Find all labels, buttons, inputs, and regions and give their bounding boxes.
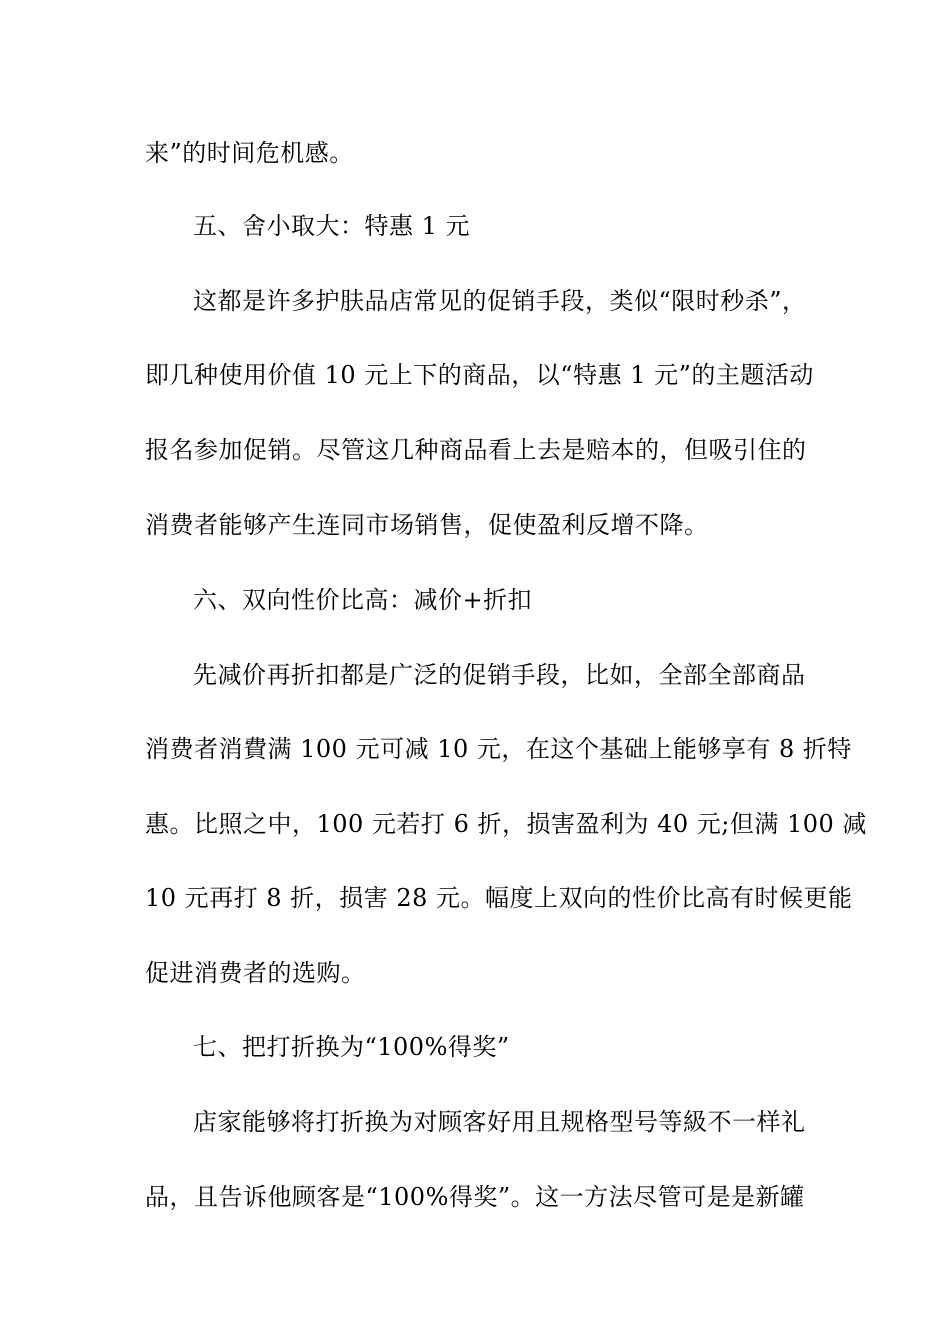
section-heading-5: 五、舍小取大：特惠 1 元 xyxy=(193,212,471,240)
paragraph-line: 促进消费者的选购。 xyxy=(145,959,366,987)
paragraph-line: 先减价再折扣都是广泛的促销手段，比如，全部全部商品 xyxy=(193,661,806,689)
paragraph-line: 消费者能够产生连同市场销售，促使盈利反增不降。 xyxy=(145,511,709,539)
paragraph-line: 这都是许多护肤品店常见的促销手段，类似“限时秒杀”， xyxy=(193,287,807,315)
paragraph-line: 店家能够将打折换为对顾客好用且规格型号等級不一样礼 xyxy=(193,1108,806,1136)
paragraph-line: 惠。比照之中，100 元若打 6 折，损害盈利为 40 元;但满 100 减 xyxy=(145,810,867,838)
paragraph-line: 10 元再打 8 折，损害 28 元。幅度上双向的性价比高有时候更能 xyxy=(145,884,853,912)
paragraph-line: 即几种使用价值 10 元上下的商品，以“特惠 1 元”的主题活动 xyxy=(145,361,814,389)
paragraph-line: 品，且告诉他顾客是“100%得奖”。这一方法尽管可是是新罐 xyxy=(145,1183,805,1211)
paragraph-line: 消费者消費满 100 元可减 10 元，在这个基础上能够享有 8 折特 xyxy=(145,735,852,763)
section-heading-6: 六、双向性价比高：减价+折扣 xyxy=(193,586,533,614)
paragraph-line: 报名参加促销。尽管这几种商品看上去是赔本的，但吸引住的 xyxy=(145,436,807,464)
body-text-line: 来”的时间危机感。 xyxy=(145,139,354,167)
section-heading-7: 七、把打折换为“100%得奖” xyxy=(193,1033,510,1061)
